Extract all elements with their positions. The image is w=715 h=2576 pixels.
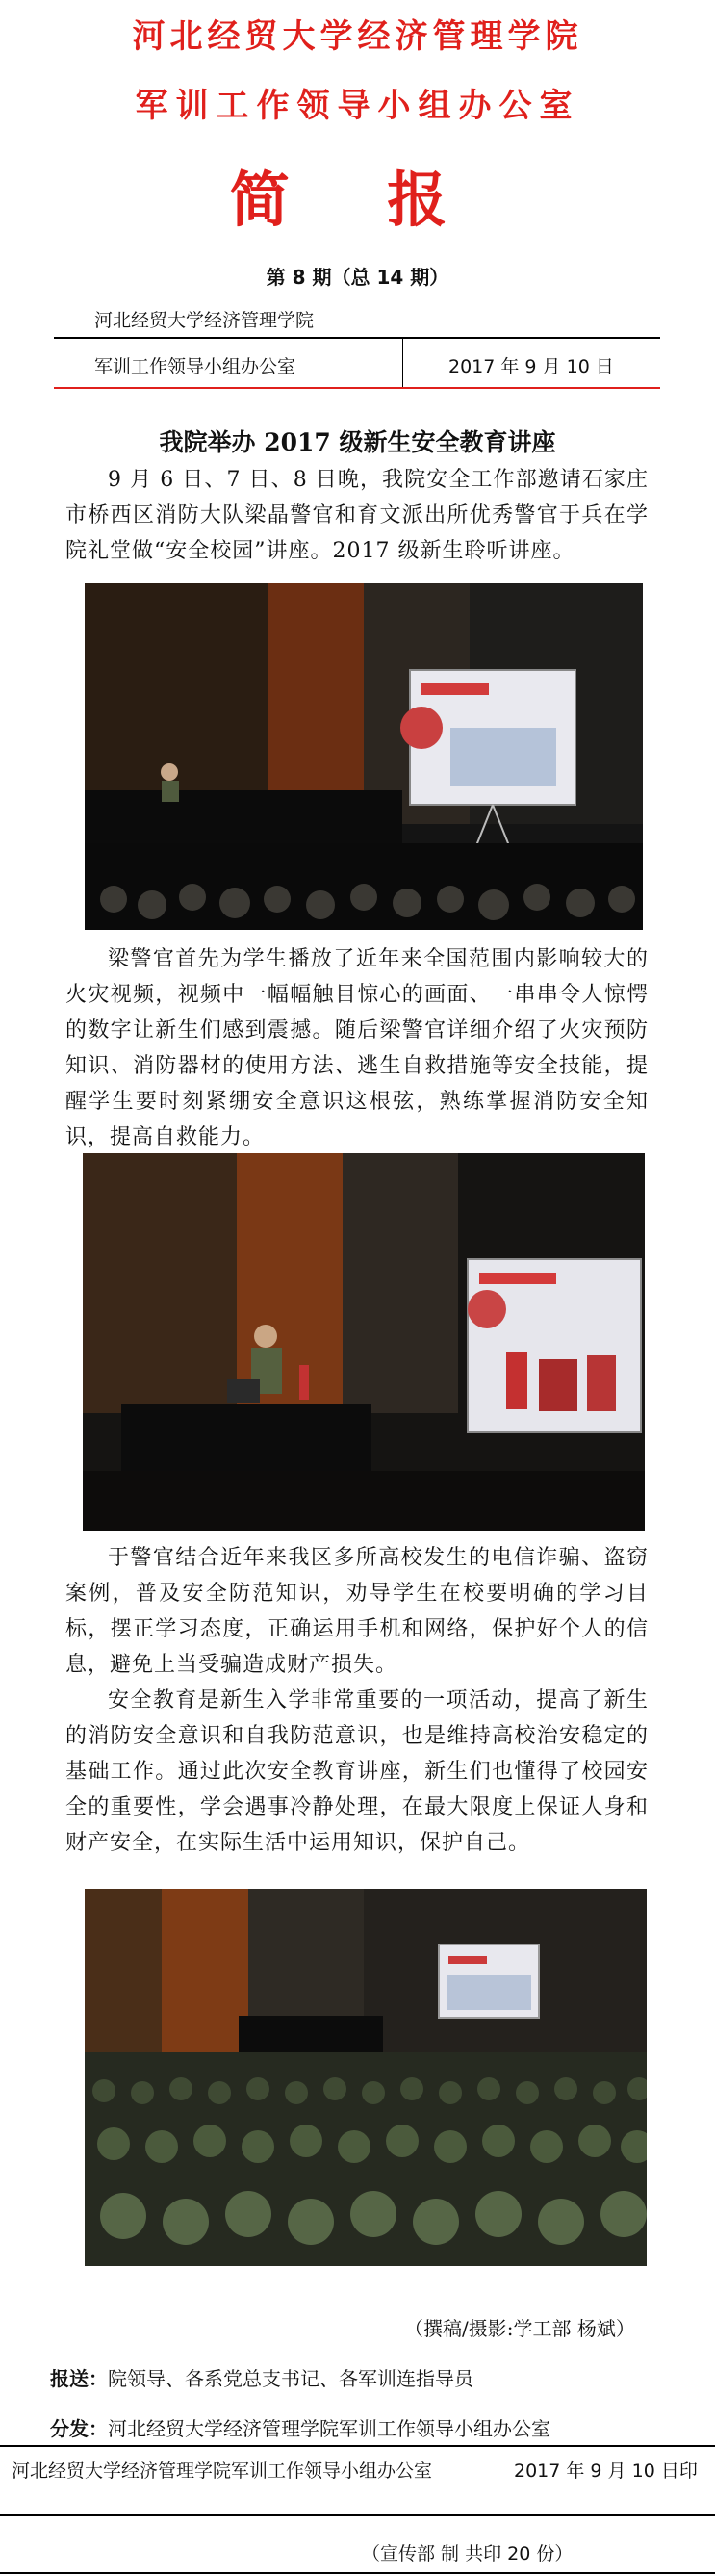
organization-title: 河北经贸大学经济管理学院 [132,17,583,56]
article-paragraph-4: 安全教育是新生入学非常重要的一项活动，提高了新生的消防安全意识和自我防范意识，也是维持高校治安稳定的基础工作。通过此次安全教育讲座，新生们也懂得了校园安全的重要性，学会遇事冷静处理，在最大限度上保证人身和财产安全，在实际生活中运用知识，保护自己。 [65,1688,649,1855]
article-title: 我院举办 2017 级新生安全教育讲座 [159,428,556,456]
meta-top-rule [54,337,660,339]
report-label: 报送： [50,2367,108,2390]
doc-type-title: 简 报 [229,165,486,235]
meta-divider [402,339,403,387]
office-title: 军训工作领导小组办公室 [135,87,580,125]
article-paragraph-2: 梁警官首先为学生播放了近年来全国范围内影响较大的火灾视频，视频中一幅幅触目惊心的画面、一串串令人惊愕的数字让新生们感到震撼。随后梁警官详细介绍了火灾预防知识、消防器材的使用方法、逃生自救措施等安全技能，提醒学生要时刻紧绷安全意识这根弦，熟练掌握消防安全知识，提高自救能力。 [65,947,649,1149]
footer-office: 河北经贸大学经济管理学院军训工作领导小组办公室 [12,2460,433,2482]
footer-mid-rule [0,2514,715,2516]
footer-top-rule [0,2445,715,2447]
send-label: 分发： [50,2417,108,2440]
send-to-line [50,2413,550,2441]
footer-bottom-rule [0,2572,715,2574]
lecture-photo-3 [85,1889,647,2266]
lecture-photo-2 [83,1153,645,1531]
article-credit: （撰稿/摄影:学工部 杨斌） [404,2317,635,2340]
lecture-photo-1 [85,583,643,930]
article-paragraph-1: 9 月 6 日、7 日、8 日晚，我院安全工作部邀请石家庄市桥西区消防大队梁晶警官和育文派出所优秀警官于兵在学院礼堂做“安全校园”讲座。2017 级新生聆听讲座。 [65,468,649,563]
footer-print-date: 2017 年 9 月 10 日印 [514,2460,698,2482]
meta-red-rule [54,387,660,389]
issue-number: 第 8 期（总 14 期） [266,266,449,289]
issue-date: 2017 年 9 月 10 日 [448,356,614,377]
report-recipients: 院领导、各系党总支书记、各军训连指导员 [108,2367,473,2390]
footer-prepared: （宣传部 制 共印 20 份） [362,2543,574,2564]
send-recipients: 河北经贸大学经济管理学院军训工作领导小组办公室 [108,2417,550,2440]
report-to-line [50,2363,473,2391]
issuer-office: 军训工作领导小组办公室 [94,356,296,377]
issuer-line: 河北经贸大学经济管理学院 [94,310,315,331]
article-paragraph-3: 于警官结合近年来我区多所高校发生的电信诈骗、盗窃案例，普及安全防范知识，劝导学生在校要明确的学习目标，摆正学习态度，正确运用手机和网络，保护好个人的信息，避免上当受骗造成财产损失。 [65,1546,649,1677]
